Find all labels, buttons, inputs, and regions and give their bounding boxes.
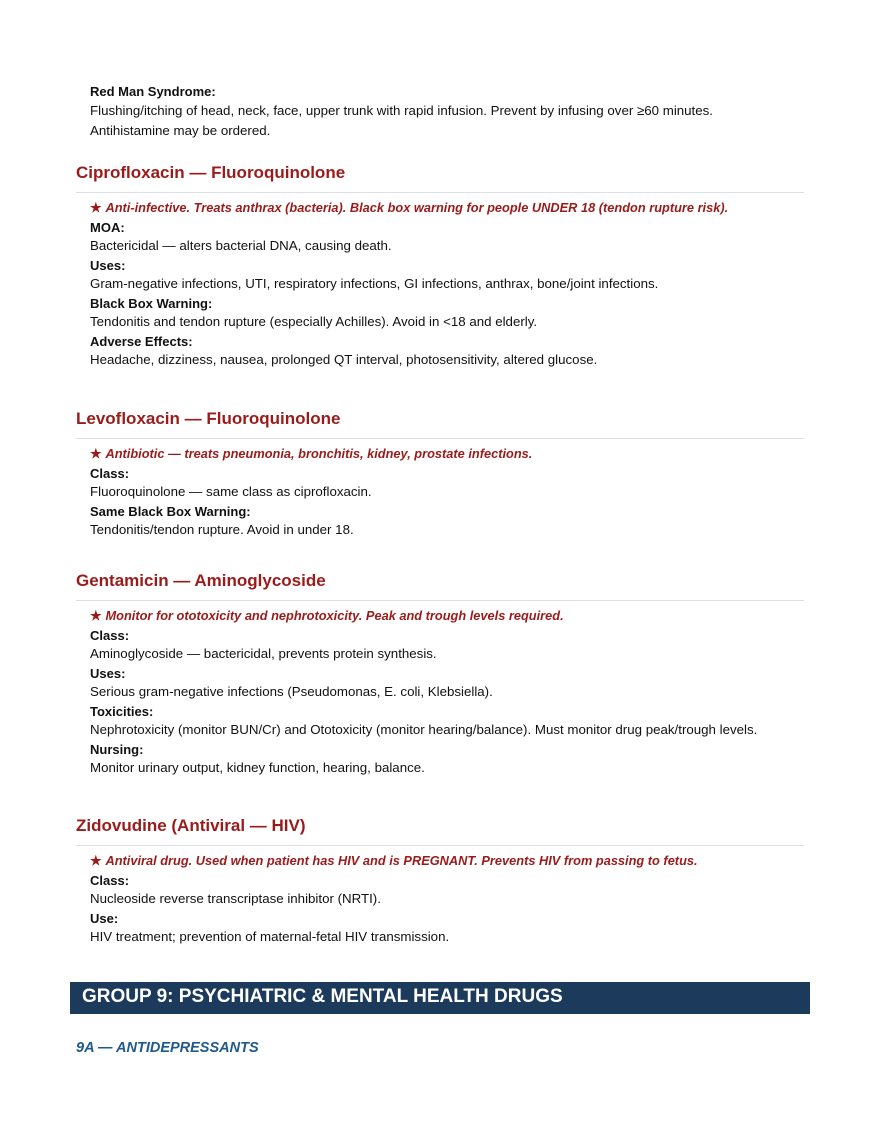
section-ciprofloxacin — [76, 162, 804, 371]
field-label: Same Black Box Warning: — [90, 504, 251, 519]
section-levofloxacin — [76, 408, 804, 541]
field-label: Use: — [90, 911, 119, 926]
field-label: MOA: — [90, 220, 125, 235]
field-value: Gram-negative infections, UTI, respiratory infections, GI infections, anthrax, bone/joint infections. — [90, 276, 659, 291]
key-note-text: Anti-infective. Treats anthrax (bacteria). Black box warning for people UNDER 18 (tendon rupture risk). — [105, 200, 729, 215]
field-value: Serious gram-negative infections (Pseudomonas, E. coli, Klebsiella). — [90, 684, 493, 699]
field-value: Fluoroquinolone — same class as ciprofloxacin. — [90, 484, 372, 499]
section-gentamicin — [76, 570, 804, 779]
key-note — [90, 445, 804, 463]
field-label: Class: — [90, 466, 130, 481]
section-title: Zidovudine (Antiviral — HIV) — [76, 815, 804, 846]
field-label: Uses: — [90, 258, 126, 273]
star-icon: ★ — [90, 446, 102, 461]
star-icon: ★ — [90, 608, 102, 623]
intro-label: Red Man Syndrome: — [90, 84, 216, 99]
field-value: Headache, dizziness, nausea, prolonged QT interval, photosensitivity, altered glucose. — [90, 352, 598, 367]
field-value: Nephrotoxicity (monitor BUN/Cr) and Ototoxicity (monitor hearing/balance). Must monitor drug peak/trough levels. — [90, 722, 758, 737]
field-value: Monitor urinary output, kidney function, hearing, balance. — [90, 760, 425, 775]
intro-line-2: Antihistamine may be ordered. — [90, 123, 271, 138]
subgroup-heading: 9A — ANTIDEPRESSANTS — [76, 1040, 259, 1056]
field-value: Nucleoside reverse transcriptase inhibitor (NRTI). — [90, 891, 381, 906]
key-note-text: Antibiotic — treats pneumonia, bronchitis, kidney, prostate infections. — [105, 446, 533, 461]
key-note — [90, 852, 804, 870]
field-value: Tendonitis and tendon rupture (especially Achilles). Avoid in <18 and elderly. — [90, 314, 538, 329]
red-man-syndrome-block — [90, 84, 810, 140]
key-note — [90, 199, 804, 217]
group-banner: GROUP 9: PSYCHIATRIC & MENTAL HEALTH DRUGS — [70, 982, 810, 1014]
section-title: Levofloxacin — Fluoroquinolone — [76, 408, 804, 439]
field-label: Adverse Effects: — [90, 334, 193, 349]
field-label: Black Box Warning: — [90, 296, 213, 311]
intro-line-1: Flushing/itching of head, neck, face, upper trunk with rapid infusion. Prevent by infusing over ≥60 minutes. — [90, 103, 713, 118]
star-icon: ★ — [90, 853, 102, 868]
field-label: Nursing: — [90, 742, 144, 757]
key-note-text: Monitor for ototoxicity and nephrotoxicity. Peak and trough levels required. — [105, 608, 564, 623]
section-title: Ciprofloxacin — Fluoroquinolone — [76, 162, 804, 193]
section-zidovudine — [76, 815, 804, 948]
field-value: Bactericidal — alters bacterial DNA, causing death. — [90, 238, 392, 253]
key-note — [90, 607, 804, 625]
field-value: Tendonitis/tendon rupture. Avoid in under 18. — [90, 522, 354, 537]
section-title: Gentamicin — Aminoglycoside — [76, 570, 804, 601]
field-label: Toxicities: — [90, 704, 154, 719]
field-label: Uses: — [90, 666, 126, 681]
field-value: Aminoglycoside — bactericidal, prevents protein synthesis. — [90, 646, 437, 661]
key-note-text: Antiviral drug. Used when patient has HIV and is PREGNANT. Prevents HIV from passing to fetus. — [105, 853, 698, 868]
star-icon: ★ — [90, 200, 102, 215]
field-label: Class: — [90, 873, 130, 888]
field-label: Class: — [90, 628, 130, 643]
field-value: HIV treatment; prevention of maternal-fetal HIV transmission. — [90, 929, 450, 944]
